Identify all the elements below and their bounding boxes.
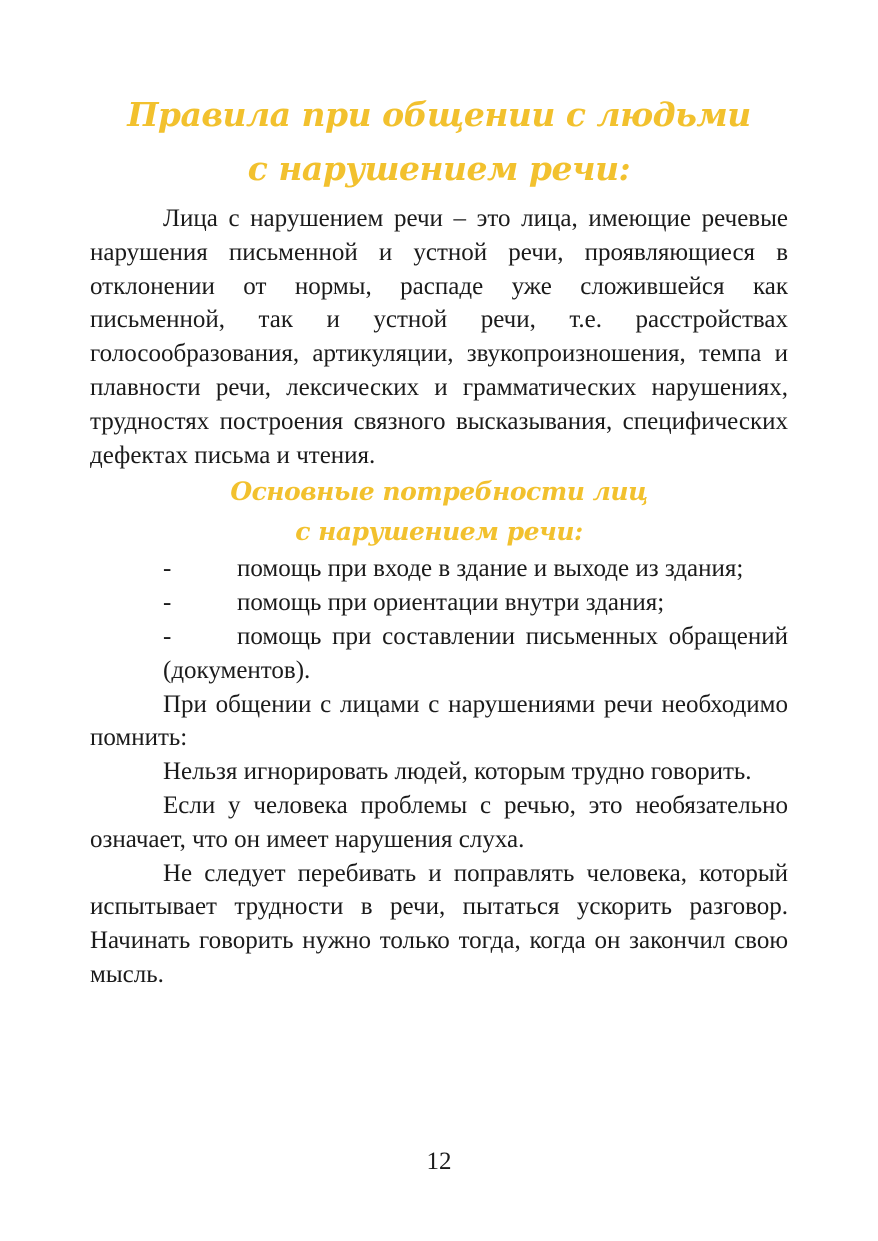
page-number: 12 [426,1148,452,1175]
dash-bullet: - [163,555,172,583]
dash-bullet: - [163,622,172,650]
needs-list-item [163,552,788,586]
needs-list [90,552,788,687]
needs-list-item [163,620,788,688]
page-title [90,88,788,196]
needs-item-text: помощь при входе в здание и выходе из здания; [237,555,744,583]
page-title-line-1: Правила при общении с людьми [127,95,751,134]
needs-item-text: помощь при ориентации внутри здания; [237,589,665,617]
needs-heading [90,472,788,552]
body-paragraph: Нельзя игнорировать людей, которым трудно говорить. [163,758,752,786]
page-title-line-2: с нарушением речи: [247,149,631,188]
dash-bullet: - [163,589,172,617]
needs-heading-line-1: Основные потребности лиц [230,477,648,507]
intro-paragraph: Лица с нарушением речи – это лица, имеющие речевые нарушения письменной и устной речи, проявляющиеся в отклонении от нормы, распаде уже сложившейся как письменной, так и устной речи, т.е. расстройствах голосообразования, артикуляции, звукопроизношения, темпа и плавности речи, лексических и грамматических нарушениях, трудностях построения связного высказывания, специфических дефектах письма и чтения. [90,205,788,469]
needs-heading-line-2: с нарушением речи: [295,517,583,547]
body-paragraph: При общении с лицами с нарушениями речи необходимо помнить: [90,690,788,752]
body-paragraph: Если у человека проблемы с речью, это необязательно означает, что он имеет нарушения слуха. [90,791,788,853]
page-content [90,88,788,992]
body-paragraph: Не следует перебивать и поправлять человека, который испытывает трудности в речи, пытаться ускорить разговор. Начинать говорить нужно только тогда, когда он закончил свою мысль. [90,859,788,988]
needs-list-item [163,586,788,620]
needs-item-text: помощь при составлении письменных обращений (документов). [163,622,788,684]
